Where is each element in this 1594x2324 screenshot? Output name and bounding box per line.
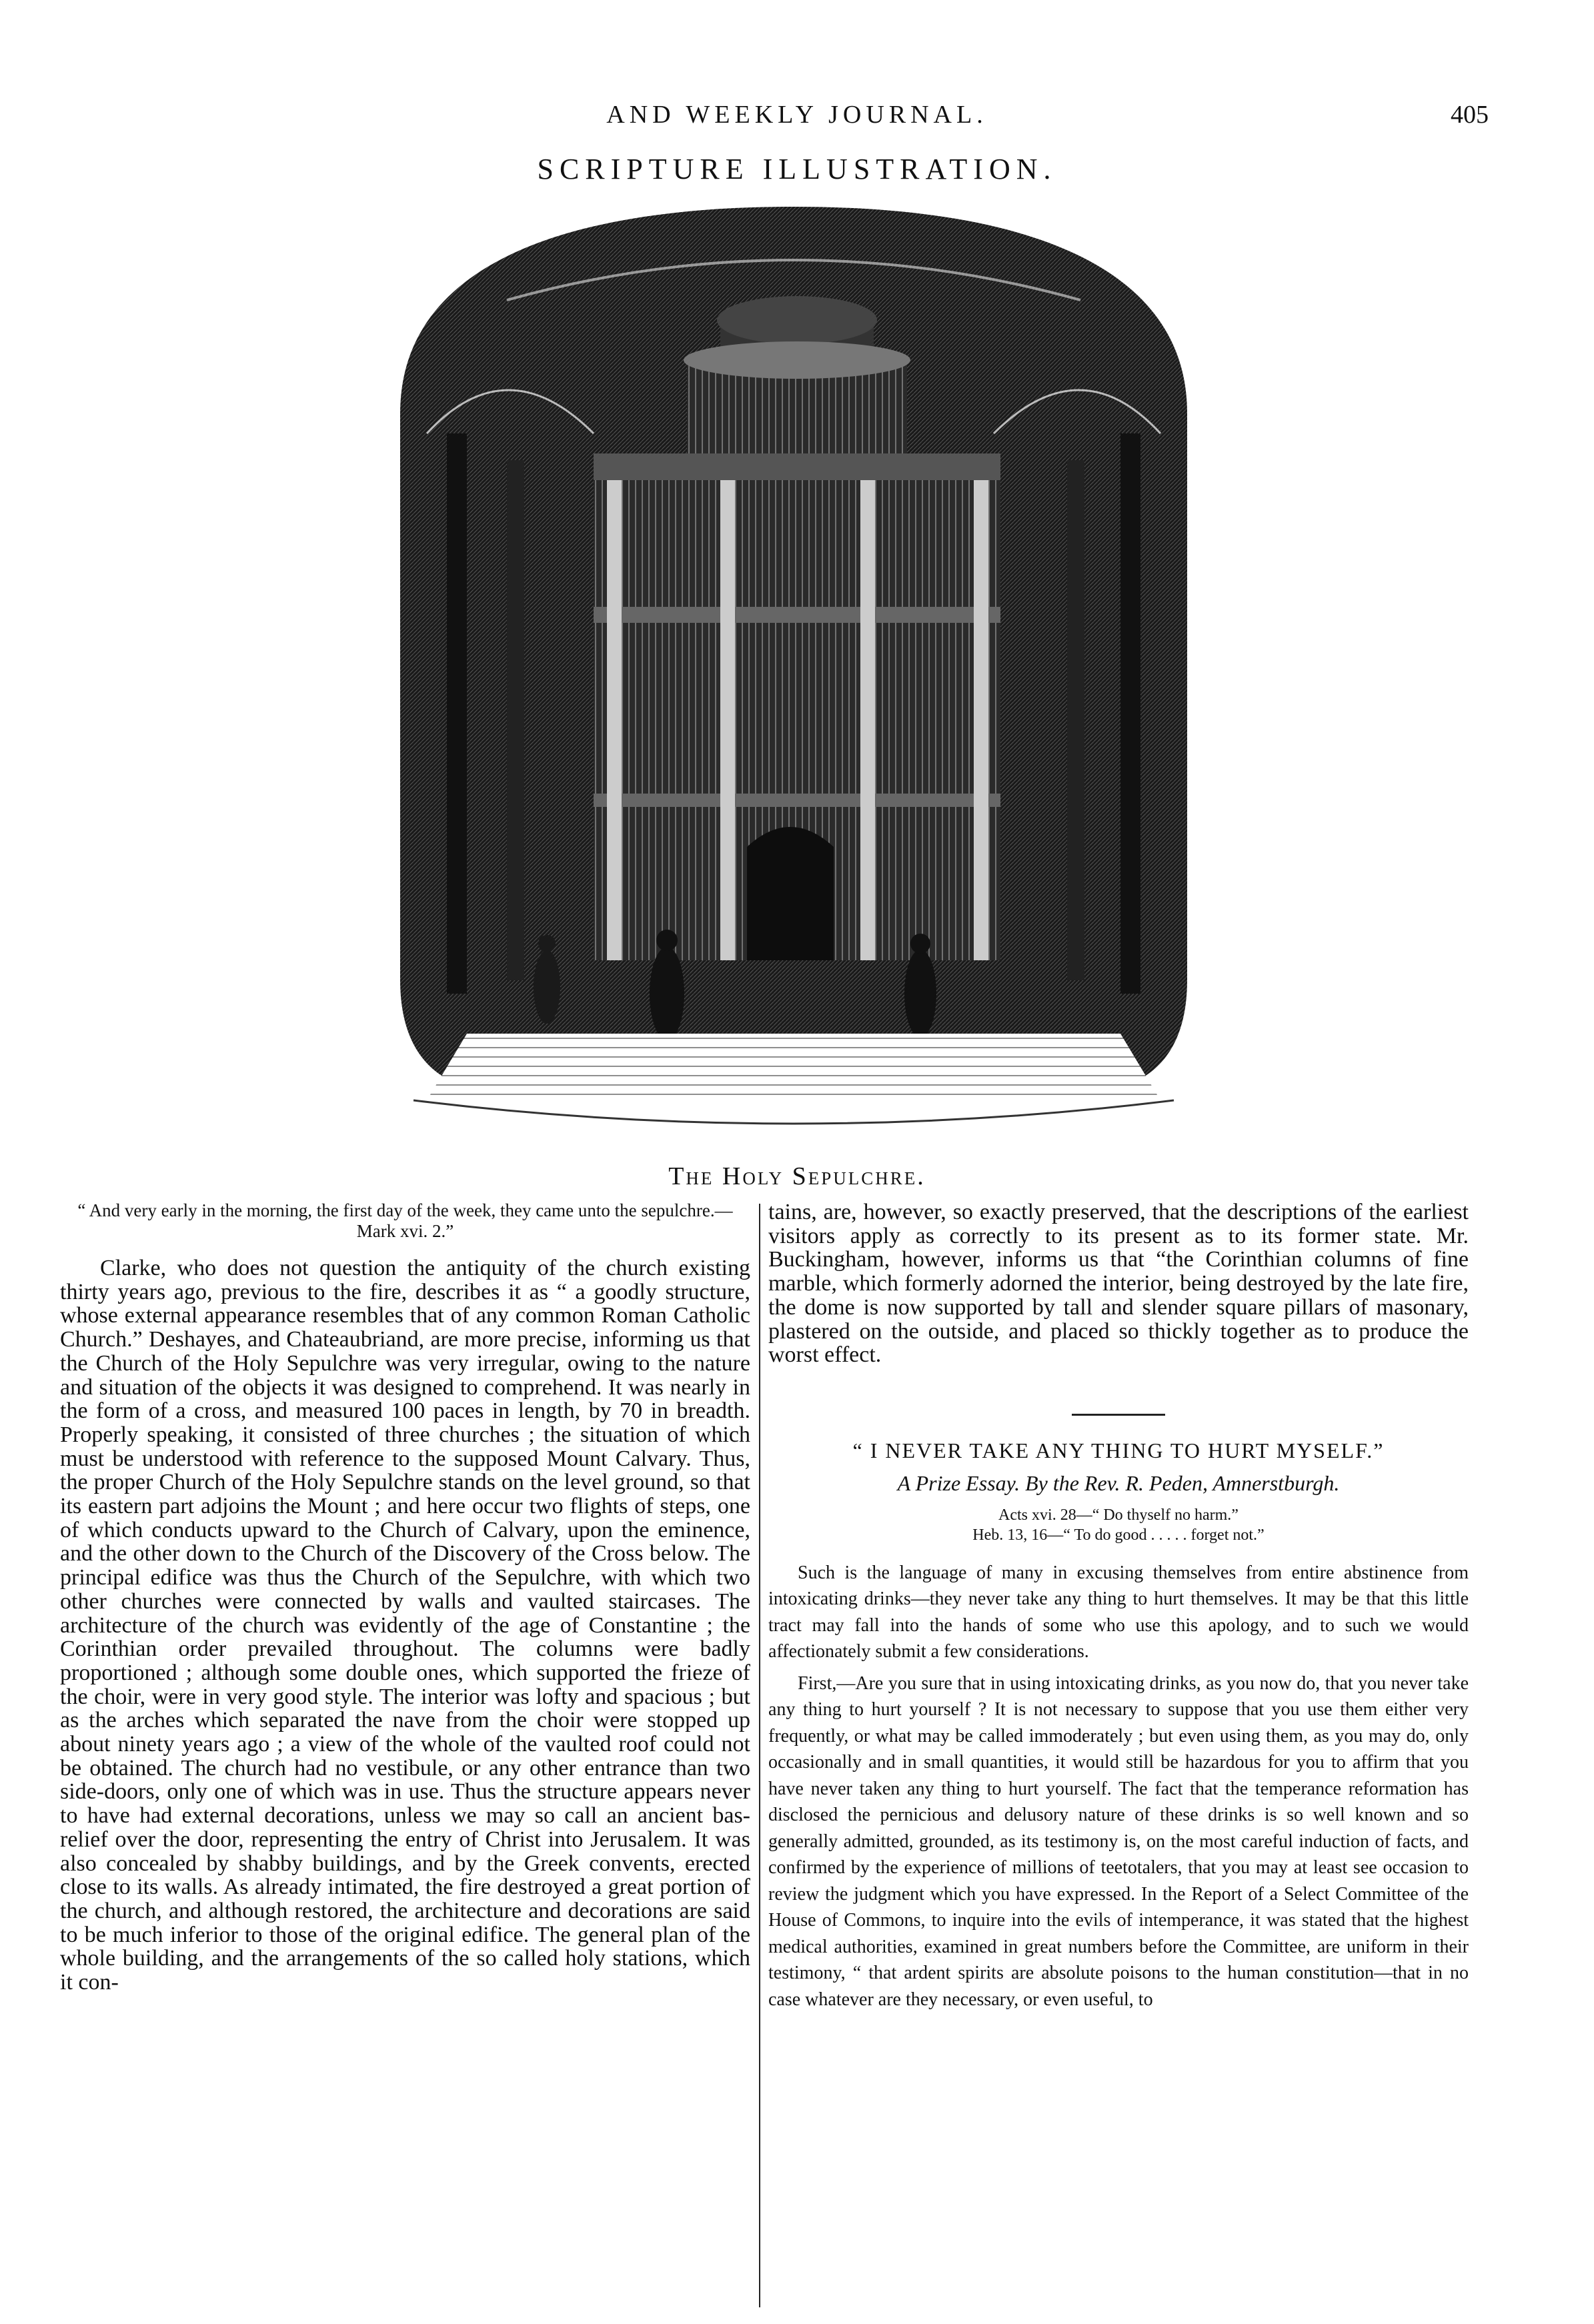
running-head: AND WEEKLY JOURNAL. [606,101,988,129]
article-paragraph-right: tains, are, however, so exactly preserved, that the descriptions of the earliest visitors apply as correctly to its present as to its former state. Mr. Buckingham, however, informs us that “the Corinthian columns of fine marble, which formerly adorned the interior, being destroyed by the late fire, the dome is now supported by tall and slender square pillars of masonary, plastered on the outside, and placed so thickly together as to produce the worst effect. [768,1200,1469,1368]
section-rule [1072,1414,1165,1416]
page-number: 405 [1451,101,1489,129]
illustration-caption: The Holy Sepulchre. [668,1162,926,1190]
essay-title: “ I NEVER TAKE ANY THING TO HURT MYSELF.” [852,1438,1385,1462]
essay-byline: A Prize Essay. By the Rev. R. Peden, Amnerstburgh. [897,1470,1340,1495]
essay-epigraph [768,1505,1469,1545]
article-paragraph-left: Clarke, who does not question the antiquity of the church existing thirty years ago, previous to the fire, describes it as “ a goodly structure, whose external appearance resembles that of any common Roman Catholic Church.” Deshayes, and Chateaubriand, are more precise, informing us that the Church of the Holy Sepulchre was very irregular, owing to the nature and situation of the objects it was designed to comprehend. It was nearly in the form of a cross, and measured 100 paces in length, by 70 in breadth. Properly speaking, it consisted of three churches ; the situation of which must be understood with reference to the supposed Mount Calvary. Thus, the proper Church of the Holy Sepulchre stands on the level ground, so that its eastern part adjoins the Mount ; and here occur two flights of steps, one of which conducts upward to the Church of Calvary, upon the eminence, and the other down to the Church of the Discovery of the Cross below. The principal edifice was thus the Church of the Sepulchre, with which two other churches were connected by walls and vaulted staircases. The architecture of the church was evidently of the age of Constantine ; the Corinthian order prevailed throughout. The columns were badly proportioned ; although some double ones, which supported the frieze of the choir, were in very good style. The interior was lofty and spacious ; but as the arches which separated the nave from the choir were stopped up about ninety years ago ; a view of the whole of the vaulted roof could not be obtained. The church had no vestibule, or any other entrance than two side-doors, only one of which was in use. Thus the structure appears never to have had external decorations, unless we may so call an ancient bas-relief over the door, representing the entry of Christ into Jerusalem. It was also concealed by shabby buildings, and by the Greek convents, erected close to its walls. As already intimated, the fire destroyed a great portion of the church, and although restored, the architecture and decorations are said to be much inferior to those of the original edifice. The general plan of the whole building, and the arrangements of the so called holy stations, which it con- [60,1256,750,1995]
essay-epigraph-line: Acts xvi. 28—“ Do thyself no harm.” [998,1506,1239,1524]
article-epigraph: “ And very early in the morning, the first day of the week, they came unto the sepulchre.—Mark xvi. 2.” [77,1200,733,1241]
holy-sepulchre-engraving [373,193,1214,1147]
essay-paragraph: Such is the language of many in excusing themselves from entire abstinence from intoxicating drinks—they never take any thing to hurt themselves. It may be that this little tract may fall into the hands of some who use this apology, and to such we would affectionately submit a few considerations. [768,1562,1469,1662]
right-column [768,1200,1469,2013]
essay-paragraph: First,—Are you sure that in using intoxicating drinks, as you now do, that you never take any thing to hurt yourself ? It is not necessary to suppose that you use them either very frequently, or what may be called immoderately ; but even using them, as you may do, only occasionally and in small quantities, it would still be hazardous for you to affirm that you have never taken any thing to hurt yourself. The fact that the temperance reformation has disclosed the pernicious and delusory nature of these drinks is so well known and so generally admitted, grounded, as its testimony is, on the most careful induction of facts, and confirmed by the experience of millions of teetotalers, that you may at least see occasion to review the judgment which you have expressed. In the Report of a Select Committee of the House of Commons, to inquire into the evils of intemperance, it was stated that the highest medical authorities, examined in great numbers before the Committee, are uniform in their testimony, “ that ardent spirits are absolute poisons to the human constitution—that in no case whatever are they necessary, or even useful, to [768,1672,1469,2010]
left-column [60,1200,750,1995]
essay-epigraph-line: Heb. 13, 16—“ To do good . . . . . forget not.” [972,1526,1265,1544]
section-title: SCRIPTURE ILLUSTRATION. [537,153,1057,185]
column-divider [759,1204,760,2307]
